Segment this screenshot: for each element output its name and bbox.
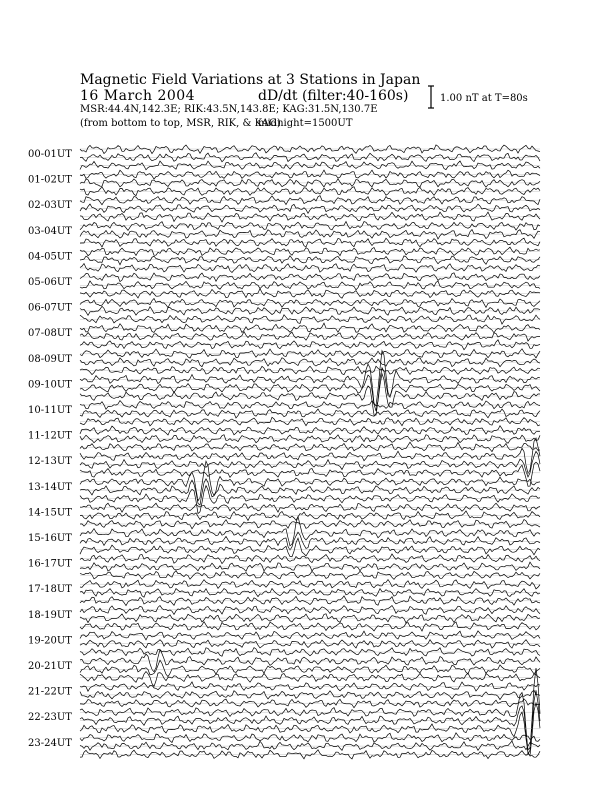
tick-label-hour: 08-09UT: [28, 353, 72, 365]
trace-rik: [80, 741, 540, 750]
tick-label-hour: 12-13UT: [28, 456, 72, 468]
trace-kag: [80, 426, 540, 435]
trace-kag: [80, 351, 540, 406]
station-order-note: (from bottom to top, MSR, RIK, & KAG): [80, 118, 281, 129]
trace-msr: [80, 212, 540, 222]
tick-label-hour: 19-20UT: [28, 635, 72, 647]
trace-kag: [80, 299, 540, 308]
hour-labels-group: [28, 149, 72, 749]
trace-kag: [80, 145, 540, 154]
midnight-note: midnight=1500UT: [258, 118, 353, 129]
trace-msr: [80, 672, 540, 687]
scale-bar-label: 1.00 nT at T=80s: [440, 93, 528, 104]
tick-label-hour: 02-03UT: [28, 200, 72, 212]
tick-label-hour: 18-19UT: [28, 609, 72, 621]
trace-msr: [80, 486, 540, 514]
tick-label-hour: 14-15UT: [28, 507, 72, 519]
tick-label-hour: 21-22UT: [28, 686, 72, 698]
trace-kag: [80, 273, 540, 282]
tick-label-hour: 11-12UT: [28, 430, 72, 442]
chart-date: 16 March 2004: [80, 88, 196, 104]
trace-rik: [80, 256, 540, 265]
trace-msr: [80, 442, 540, 451]
tick-label-hour: 00-01UT: [28, 149, 72, 160]
chart-title: Magnetic Field Variations at 3 Stations in Japan: [80, 72, 421, 88]
tick-label-hour: 07-08UT: [28, 328, 72, 340]
trace-rik: [80, 409, 540, 418]
trace-msr: [80, 374, 540, 415]
tick-label-hour: 22-23UT: [28, 712, 72, 724]
tick-label-hour: 01-02UT: [28, 174, 72, 186]
traces-group: [80, 145, 540, 759]
tick-label-hour: 06-07UT: [28, 302, 72, 314]
trace-kag: [80, 349, 540, 358]
trace-kag: [80, 461, 540, 501]
tick-label-hour: 09-10UT: [28, 379, 72, 391]
tick-label-hour: 10-11UT: [28, 405, 72, 416]
trace-kag: [80, 438, 540, 473]
trace-msr: [80, 161, 540, 170]
trace-rik: [80, 562, 540, 571]
tick-label-hour: 13-14UT: [28, 481, 72, 493]
trace-msr: [80, 462, 540, 486]
tick-label-hour: 04-05UT: [28, 251, 72, 263]
tick-label-hour: 16-17UT: [28, 558, 72, 570]
tick-label-hour: 17-18UT: [28, 584, 72, 596]
trace-kag: [80, 668, 540, 754]
tick-label-hour: 23-24UT: [28, 737, 72, 749]
tick-label-hour: 15-16UT: [28, 533, 72, 544]
tick-label-hour: 20-21UT: [28, 661, 72, 672]
tick-label-hour: 05-06UT: [28, 277, 72, 288]
component-filter: dD/dt (filter:40-160s): [258, 88, 409, 104]
trace-msr: [80, 315, 540, 324]
tick-label-hour: 03-04UT: [28, 225, 72, 237]
trace-kag: [80, 503, 540, 512]
trace-kag: [80, 323, 540, 333]
trace-rik: [80, 690, 540, 749]
trace-rik: [80, 589, 540, 598]
station-coordinates: MSR:44.4N,142.3E; RIK:43.5N,143.8E; KAG:31.5N,130.7E: [80, 104, 378, 115]
